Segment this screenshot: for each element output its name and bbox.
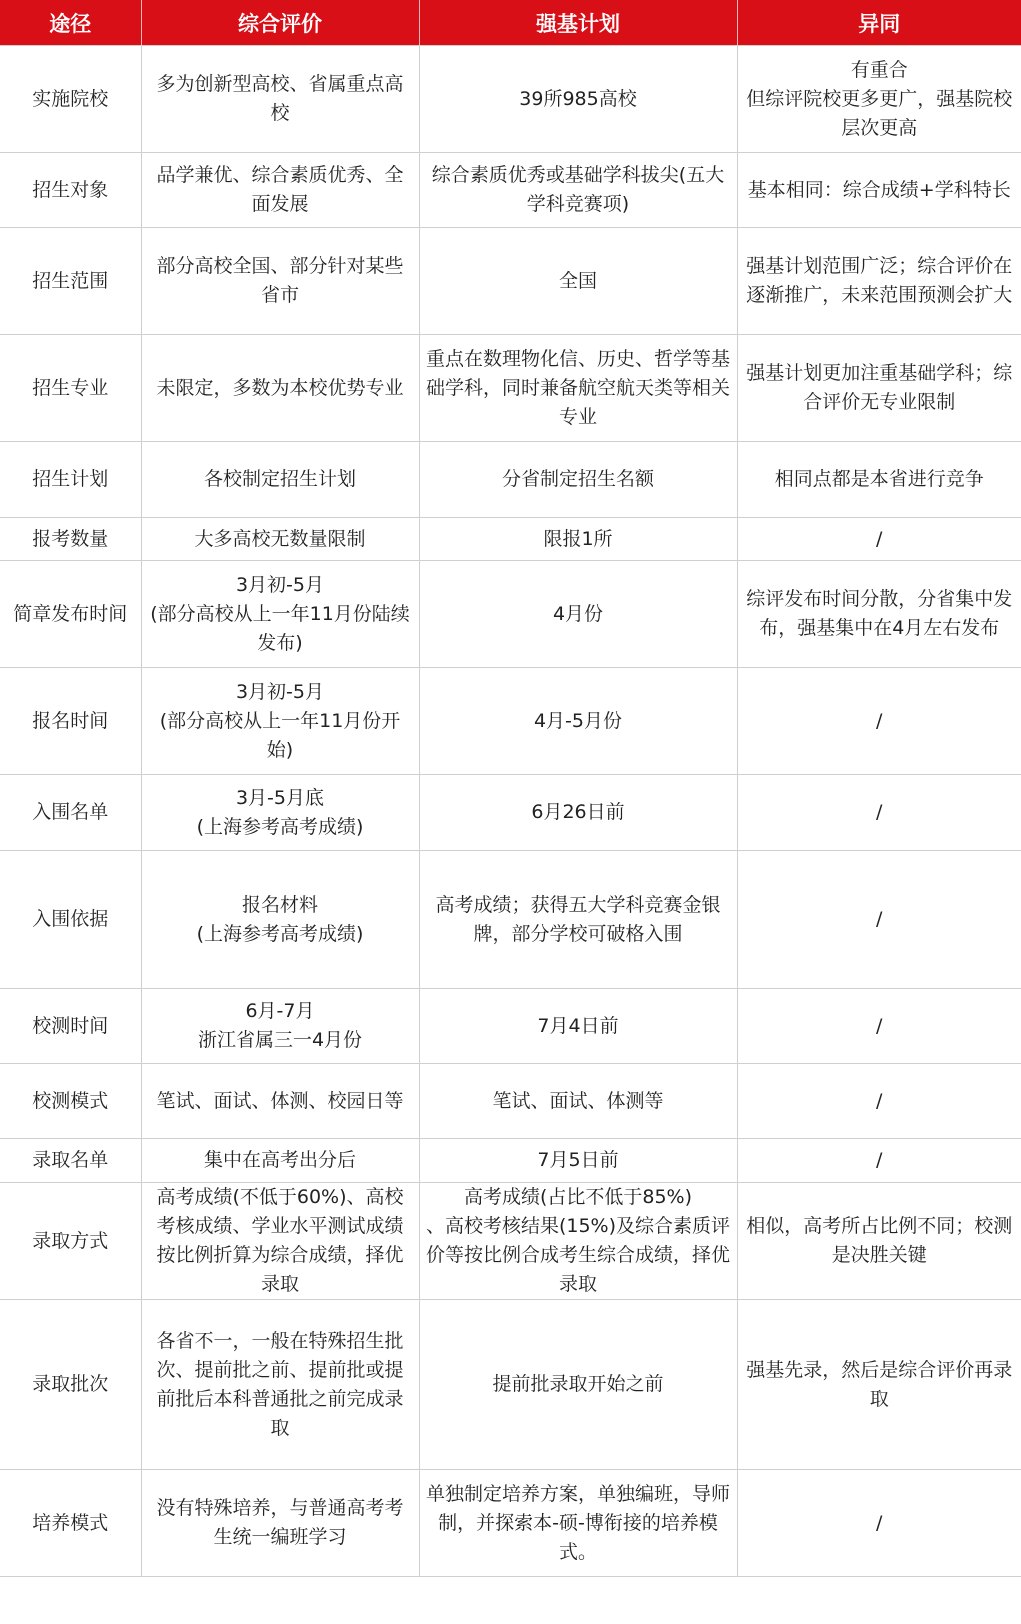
comprehensive-evaluation-cell: 大多高校无数量限制 xyxy=(141,518,419,561)
table-row xyxy=(0,153,1021,228)
strong-base-plan-cell: 分省制定招生名额 xyxy=(419,442,737,518)
row-label: 报名时间 xyxy=(0,668,141,775)
similarities-differences-cell: / xyxy=(737,518,1021,561)
row-label: 招生专业 xyxy=(0,335,141,442)
comprehensive-evaluation-cell: 3月初-5月 (部分高校从上一年11月份开始) xyxy=(141,668,419,775)
row-label: 入围名单 xyxy=(0,775,141,851)
comprehensive-evaluation-cell: 3月初-5月 (部分高校从上一年11月份陆续发布) xyxy=(141,561,419,668)
similarities-differences-cell: 有重合 但综评院校更多更广，强基院校层次更高 xyxy=(737,46,1021,153)
header-strong-base-plan: 强基计划 xyxy=(419,0,737,46)
table-body xyxy=(0,46,1021,1577)
similarities-differences-cell: / xyxy=(737,989,1021,1064)
row-label: 培养模式 xyxy=(0,1470,141,1577)
strong-base-plan-cell: 全国 xyxy=(419,228,737,335)
comprehensive-evaluation-cell: 多为创新型高校、省属重点高校 xyxy=(141,46,419,153)
strong-base-plan-cell: 高考成绩(占比不低于85%) 、高校考核结果(15%)及综合素质评价等按比例合成考生综合成绩，择优录取 xyxy=(419,1183,737,1300)
comprehensive-evaluation-cell: 笔试、面试、体测、校园日等 xyxy=(141,1064,419,1139)
table-row xyxy=(0,775,1021,851)
header-comprehensive-evaluation: 综合评价 xyxy=(141,0,419,46)
strong-base-plan-cell: 7月5日前 xyxy=(419,1139,737,1183)
similarities-differences-cell: 强基先录，然后是综合评价再录取 xyxy=(737,1300,1021,1470)
strong-base-plan-cell: 重点在数理物化信、历史、哲学等基础学科，同时兼备航空航天类等相关专业 xyxy=(419,335,737,442)
row-label: 实施院校 xyxy=(0,46,141,153)
row-label: 入围依据 xyxy=(0,851,141,989)
strong-base-plan-cell: 4月份 xyxy=(419,561,737,668)
strong-base-plan-cell: 39所985高校 xyxy=(419,46,737,153)
comprehensive-evaluation-cell: 集中在高考出分后 xyxy=(141,1139,419,1183)
comprehensive-evaluation-cell: 各省不一，一般在特殊招生批次、提前批之前、提前批或提前批后本科普通批之前完成录取 xyxy=(141,1300,419,1470)
comprehensive-evaluation-cell: 6月-7月 浙江省属三一4月份 xyxy=(141,989,419,1064)
table-row xyxy=(0,1139,1021,1183)
header-similarities-differences: 异同 xyxy=(737,0,1021,46)
table-row xyxy=(0,989,1021,1064)
similarities-differences-cell: 相同点都是本省进行竞争 xyxy=(737,442,1021,518)
strong-base-plan-cell: 6月26日前 xyxy=(419,775,737,851)
row-label: 校测时间 xyxy=(0,989,141,1064)
strong-base-plan-cell: 提前批录取开始之前 xyxy=(419,1300,737,1470)
strong-base-plan-cell: 综合素质优秀或基础学科拔尖(五大学科竞赛项) xyxy=(419,153,737,228)
table-row xyxy=(0,561,1021,668)
table-row xyxy=(0,668,1021,775)
table-row xyxy=(0,1300,1021,1470)
table-row xyxy=(0,851,1021,989)
strong-base-plan-cell: 笔试、面试、体测等 xyxy=(419,1064,737,1139)
similarities-differences-cell: 相似，高考所占比例不同；校测是决胜关键 xyxy=(737,1183,1021,1300)
comprehensive-evaluation-cell: 高考成绩(不低于60%)、高校考核成绩、学业水平测试成绩按比例折算为综合成绩，择优录取 xyxy=(141,1183,419,1300)
comprehensive-evaluation-cell: 各校制定招生计划 xyxy=(141,442,419,518)
table-row xyxy=(0,1064,1021,1139)
table-row xyxy=(0,1183,1021,1300)
row-label: 录取名单 xyxy=(0,1139,141,1183)
row-label: 录取方式 xyxy=(0,1183,141,1300)
row-label: 录取批次 xyxy=(0,1300,141,1470)
row-label: 招生范围 xyxy=(0,228,141,335)
similarities-differences-cell: 基本相同：综合成绩+学科特长 xyxy=(737,153,1021,228)
table-row xyxy=(0,335,1021,442)
similarities-differences-cell: / xyxy=(737,851,1021,989)
row-label: 简章发布时间 xyxy=(0,561,141,668)
table-row xyxy=(0,46,1021,153)
similarities-differences-cell: / xyxy=(737,1139,1021,1183)
similarities-differences-cell: 综评发布时间分散，分省集中发布，强基集中在4月左右发布 xyxy=(737,561,1021,668)
strong-base-plan-cell: 限报1所 xyxy=(419,518,737,561)
comprehensive-evaluation-cell: 没有特殊培养，与普通高考考生统一编班学习 xyxy=(141,1470,419,1577)
row-label: 校测模式 xyxy=(0,1064,141,1139)
row-label: 招生对象 xyxy=(0,153,141,228)
table-row xyxy=(0,442,1021,518)
table-row xyxy=(0,228,1021,335)
strong-base-plan-cell: 高考成绩；获得五大学科竞赛金银牌，部分学校可破格入围 xyxy=(419,851,737,989)
header-path: 途径 xyxy=(0,0,141,46)
comprehensive-evaluation-cell: 3月-5月底 (上海参考高考成绩) xyxy=(141,775,419,851)
similarities-differences-cell: / xyxy=(737,668,1021,775)
comprehensive-evaluation-cell: 品学兼优、综合素质优秀、全面发展 xyxy=(141,153,419,228)
similarities-differences-cell: / xyxy=(737,1064,1021,1139)
comprehensive-evaluation-cell: 报名材料 (上海参考高考成绩) xyxy=(141,851,419,989)
similarities-differences-cell: / xyxy=(737,1470,1021,1577)
table-row xyxy=(0,1470,1021,1577)
similarities-differences-cell: 强基计划更加注重基础学科；综合评价无专业限制 xyxy=(737,335,1021,442)
similarities-differences-cell: 强基计划范围广泛；综合评价在逐渐推广，未来范围预测会扩大 xyxy=(737,228,1021,335)
strong-base-plan-cell: 7月4日前 xyxy=(419,989,737,1064)
strong-base-plan-cell: 单独制定培养方案，单独编班，导师制，并探索本-硕-博衔接的培养模式。 xyxy=(419,1470,737,1577)
similarities-differences-cell: / xyxy=(737,775,1021,851)
table-row xyxy=(0,518,1021,561)
comprehensive-evaluation-cell: 未限定，多数为本校优势专业 xyxy=(141,335,419,442)
strong-base-plan-cell: 4月-5月份 xyxy=(419,668,737,775)
comprehensive-evaluation-cell: 部分高校全国、部分针对某些省市 xyxy=(141,228,419,335)
row-label: 报考数量 xyxy=(0,518,141,561)
row-label: 招生计划 xyxy=(0,442,141,518)
table-header-row xyxy=(0,0,1021,46)
